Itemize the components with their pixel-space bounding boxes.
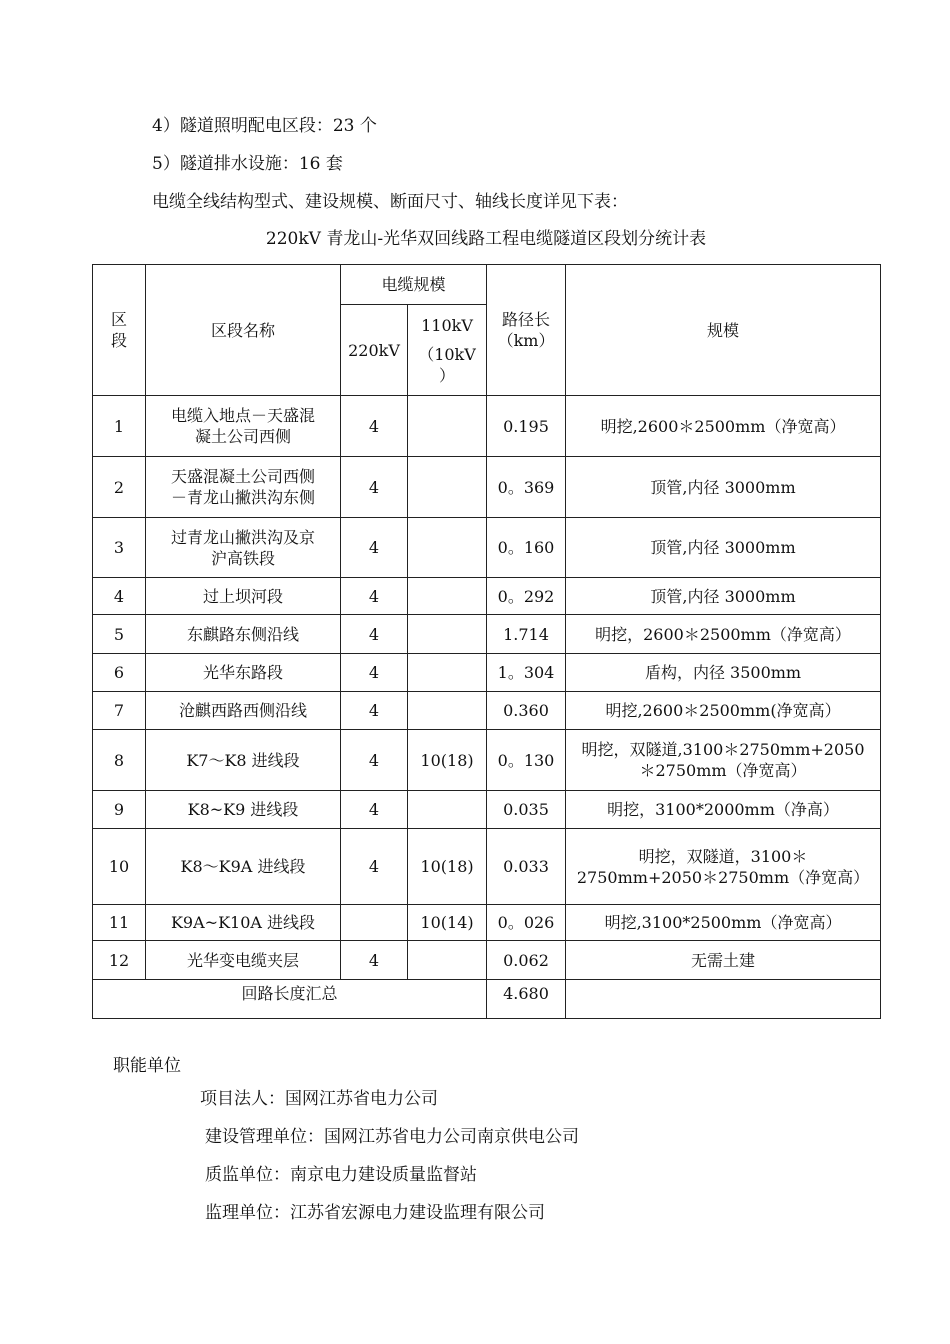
cell-segment-no: 8 bbox=[93, 730, 146, 791]
table-row bbox=[93, 692, 881, 730]
cell-segment-no: 1 bbox=[93, 396, 146, 457]
table-row bbox=[93, 829, 881, 905]
header-segment: 区 段 bbox=[93, 265, 146, 396]
cell-segment-name: K9A~K10A 进线段 bbox=[146, 905, 341, 941]
cell-length: 0。026 bbox=[487, 905, 566, 941]
cell-segment-name: 沧麒西路西侧沿线 bbox=[146, 692, 341, 730]
cell-segment-name: 过青龙山撇洪沟及京 沪高铁段 bbox=[146, 518, 341, 578]
cell-segment-no: 7 bbox=[93, 692, 146, 730]
cell-segment-no: 4 bbox=[93, 578, 146, 615]
cell-220kv: 4 bbox=[341, 791, 408, 829]
table-row bbox=[93, 578, 881, 615]
cell-total-length: 4.680 bbox=[487, 980, 566, 1019]
cell-220kv: 4 bbox=[341, 829, 408, 905]
cell-length: 0.033 bbox=[487, 829, 566, 905]
cell-length: 0。130 bbox=[487, 730, 566, 791]
cell-220kv: 4 bbox=[341, 457, 408, 518]
table-row bbox=[93, 518, 881, 578]
cell-220kv: 4 bbox=[341, 730, 408, 791]
cell-segment-name: 天盛混凝土公司西侧 －青龙山撇洪沟东侧 bbox=[146, 457, 341, 518]
cell-220kv: 4 bbox=[341, 518, 408, 578]
cell-scale: 无需土建 bbox=[566, 941, 881, 980]
header-220kv: 220kV bbox=[341, 305, 408, 396]
cell-110kv: 10(18) bbox=[408, 829, 487, 905]
cell-110kv: 10(14) bbox=[408, 905, 487, 941]
cell-110kv: 10(18) bbox=[408, 730, 487, 791]
cell-220kv: 4 bbox=[341, 396, 408, 457]
units-quality-supervision: 质监单位：南京电力建设质量监督站 bbox=[205, 1165, 477, 1185]
intro-line-lighting: 4）隧道照明配电区段：23 个 bbox=[152, 116, 377, 136]
table-row bbox=[93, 730, 881, 791]
cell-220kv bbox=[341, 905, 408, 941]
cell-segment-no: 10 bbox=[93, 829, 146, 905]
table-row bbox=[93, 457, 881, 518]
cell-length: 0。160 bbox=[487, 518, 566, 578]
cell-length: 1。304 bbox=[487, 654, 566, 692]
table-caption: 220kV 青龙山-光华双回线路工程电缆隧道区段划分统计表 bbox=[265, 229, 707, 249]
cell-length: 0.035 bbox=[487, 791, 566, 829]
table-row bbox=[93, 615, 881, 654]
cell-110kv bbox=[408, 457, 487, 518]
cell-220kv: 4 bbox=[341, 578, 408, 615]
header-cable-scale: 电缆规模 bbox=[341, 265, 487, 305]
header-scale: 规模 bbox=[566, 265, 881, 396]
cell-length: 1.714 bbox=[487, 615, 566, 654]
cell-length: 0。369 bbox=[487, 457, 566, 518]
cell-220kv: 4 bbox=[341, 941, 408, 980]
table-row bbox=[93, 941, 881, 980]
cell-length: 0.360 bbox=[487, 692, 566, 730]
table-row bbox=[93, 905, 881, 941]
cell-scale: 明挖,3100*2500mm（净宽高） bbox=[566, 905, 881, 941]
cell-segment-no: 12 bbox=[93, 941, 146, 980]
units-legal-person: 项目法人：国网江苏省电力公司 bbox=[200, 1089, 438, 1109]
cell-segment-name: K7～K8 进线段 bbox=[146, 730, 341, 791]
intro-line-drainage: 5）隧道排水设施：16 套 bbox=[152, 154, 343, 174]
cell-scale: 明挖,2600＊2500mm(净宽高） bbox=[566, 692, 881, 730]
cell-scale: 顶管,内径 3000mm bbox=[566, 578, 881, 615]
cell-110kv bbox=[408, 654, 487, 692]
cell-220kv: 4 bbox=[341, 615, 408, 654]
cell-scale: 顶管,内径 3000mm bbox=[566, 457, 881, 518]
header-110kv: 110kV （10kV ） bbox=[408, 305, 487, 396]
units-heading: 职能单位 bbox=[113, 1056, 181, 1076]
cell-110kv bbox=[408, 396, 487, 457]
cell-length: 0。292 bbox=[487, 578, 566, 615]
table-row bbox=[93, 654, 881, 692]
cell-scale: 明挖,2600＊2500mm（净宽高） bbox=[566, 396, 881, 457]
units-supervision: 监理单位：江苏省宏源电力建设监理有限公司 bbox=[205, 1203, 545, 1223]
cell-length: 0.062 bbox=[487, 941, 566, 980]
cell-segment-no: 2 bbox=[93, 457, 146, 518]
cell-110kv bbox=[408, 615, 487, 654]
table-row bbox=[93, 396, 881, 457]
cell-scale: 盾构，内径 3500mm bbox=[566, 654, 881, 692]
cell-scale: 明挖，双隧道，3100＊ 2750mm+2050＊2750mm（净宽高） bbox=[566, 829, 881, 905]
cell-segment-no: 9 bbox=[93, 791, 146, 829]
cell-segment-no: 11 bbox=[93, 905, 146, 941]
cell-segment-name: 过上坝河段 bbox=[146, 578, 341, 615]
cell-segment-name: 光华变电缆夹层 bbox=[146, 941, 341, 980]
header-length: 路径长 （km） bbox=[487, 265, 566, 396]
cell-segment-name: 东麒路东侧沿线 bbox=[146, 615, 341, 654]
cell-220kv: 4 bbox=[341, 692, 408, 730]
table-row bbox=[93, 791, 881, 829]
cell-segment-no: 3 bbox=[93, 518, 146, 578]
cell-segment-name: K8～K9A 进线段 bbox=[146, 829, 341, 905]
segment-table bbox=[92, 264, 881, 1019]
cell-segment-name: 电缆入地点－天盛混 凝土公司西侧 bbox=[146, 396, 341, 457]
table-total-row bbox=[93, 980, 881, 1019]
cell-segment-name: K8~K9 进线段 bbox=[146, 791, 341, 829]
cell-scale: 明挖，双隧道,3100＊2750mm+2050 ＊2750mm（净宽高） bbox=[566, 730, 881, 791]
cell-scale: 明挖，3100*2000mm（净高） bbox=[566, 791, 881, 829]
cell-scale: 明挖，2600＊2500mm（净宽高） bbox=[566, 615, 881, 654]
cell-total-scale bbox=[566, 980, 881, 1019]
cell-scale: 顶管,内径 3000mm bbox=[566, 518, 881, 578]
cell-110kv bbox=[408, 692, 487, 730]
cell-total-label: 回路长度汇总 bbox=[93, 980, 487, 1019]
cell-110kv bbox=[408, 518, 487, 578]
cell-220kv: 4 bbox=[341, 654, 408, 692]
cell-110kv bbox=[408, 578, 487, 615]
cell-segment-no: 5 bbox=[93, 615, 146, 654]
intro-line-table-ref: 电缆全线结构型式、建设规模、断面尺寸、轴线长度详见下表： bbox=[152, 192, 628, 212]
cell-110kv bbox=[408, 941, 487, 980]
cell-segment-name: 光华东路段 bbox=[146, 654, 341, 692]
units-construction-mgmt: 建设管理单位：国网江苏省电力公司南京供电公司 bbox=[205, 1127, 579, 1147]
cell-110kv bbox=[408, 791, 487, 829]
cell-length: 0.195 bbox=[487, 396, 566, 457]
header-name: 区段名称 bbox=[146, 265, 341, 396]
cell-segment-no: 6 bbox=[93, 654, 146, 692]
